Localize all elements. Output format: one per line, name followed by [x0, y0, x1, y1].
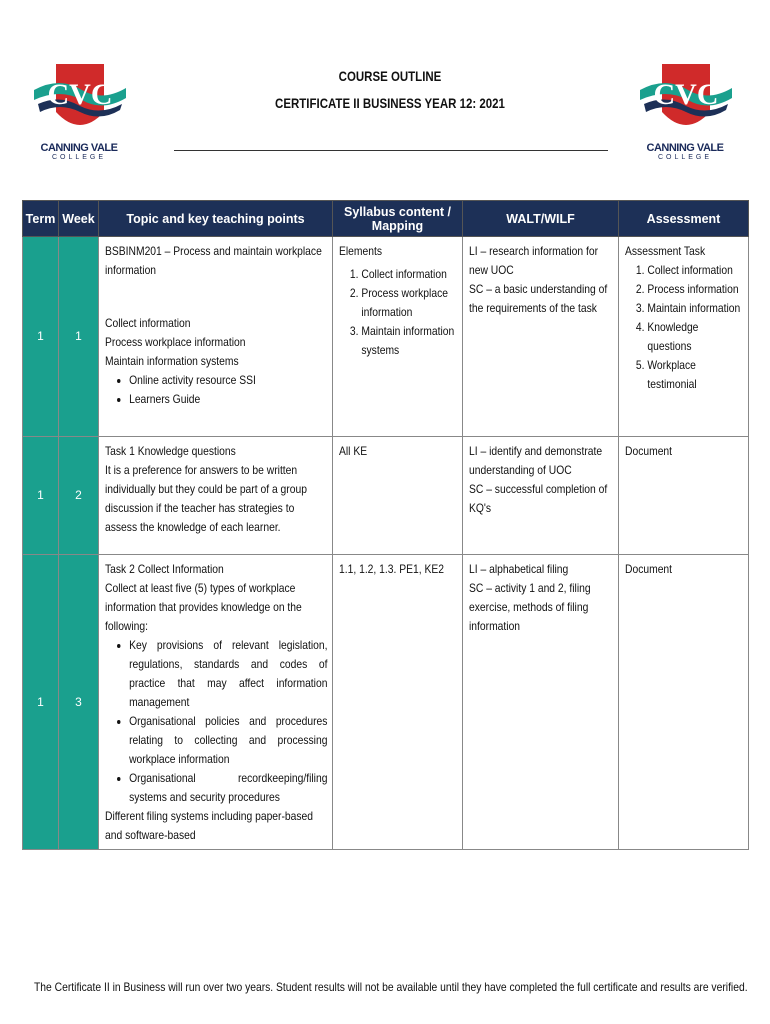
list-item: 1. Collect information — [361, 265, 457, 284]
assessment-cell — [619, 237, 749, 437]
list-item: • Organisational recordkeeping/filing systems and security procedures — [129, 769, 327, 807]
assessment-text: Document — [625, 562, 673, 576]
cvc-shield-icon — [636, 60, 734, 140]
topic-text: It is a preference for answers to be written individually but they could be part of a group discussion if the teacher has strategies to assess the knowledge of each learner. — [105, 463, 307, 534]
walt-sc: SC – successful completion of KQ's — [469, 482, 608, 515]
topic-intro: BSBINM201 – Process and maintain workplace information — [105, 244, 322, 277]
syllabus-cell — [333, 555, 463, 850]
assessment-cell — [619, 555, 749, 850]
topic-text: Collect at least five (5) types of workplace information that provides knowledge on the following: — [105, 581, 302, 633]
syllabus-text: 1.1, 1.2, 1.3. PE1, KE2 — [339, 562, 445, 576]
svg-text:CVC: CVC — [47, 78, 113, 111]
week-cell: 2 — [59, 437, 99, 555]
term-cell: 1 — [23, 237, 59, 437]
page-title: COURSE OUTLINE — [338, 68, 442, 84]
syllabus-list — [339, 265, 458, 360]
list-item: 5. Workplace testimonial — [647, 356, 743, 394]
walt-cell — [463, 555, 619, 850]
table-row — [23, 237, 749, 437]
course-outline-table — [22, 200, 749, 850]
page-subtitle: CERTIFICATE II BUSINESS YEAR 12: 2021 — [275, 95, 505, 111]
topic-title: Task 2 Collect Information — [105, 562, 224, 576]
assessment-cell — [619, 437, 749, 555]
assessment-list — [625, 261, 744, 394]
col-header-week: Week — [59, 201, 99, 237]
college-logo-left — [30, 60, 128, 168]
term-cell: 1 — [23, 555, 59, 850]
topic-cell — [99, 555, 333, 850]
list-item: 1. Collect information — [647, 261, 743, 280]
col-header-walt: WALT/WILF — [463, 201, 619, 237]
list-item: 2. Process workplace information — [361, 284, 457, 322]
footer-note: The Certificate II in Business will run over two years. Student results will not be available until they have completed the full certificate and results are verified. — [34, 980, 748, 994]
topic-bullets — [105, 371, 327, 409]
topic-line: Maintain information systems — [105, 354, 239, 368]
syllabus-cell — [333, 437, 463, 555]
list-item: • Learners Guide — [129, 390, 327, 409]
list-item: 4. Knowledge questions — [647, 318, 743, 356]
syllabus-title: Elements — [339, 244, 383, 258]
list-item: 3. Maintain information systems — [361, 322, 457, 360]
table-row — [23, 437, 749, 555]
term-cell: 1 — [23, 437, 59, 555]
week-cell: 3 — [59, 555, 99, 850]
logo-sub: COLLEGE — [657, 154, 713, 161]
logo-name: CANNING VALE — [646, 142, 724, 154]
list-item: • Organisational policies and procedures relating to collecting and processing workplace information — [129, 712, 327, 769]
walt-li: LI – research information for new UOC — [469, 244, 599, 277]
table-row — [23, 555, 749, 850]
walt-cell — [463, 237, 619, 437]
assessment-text: Document — [625, 444, 673, 458]
list-item: • Online activity resource SSI — [129, 371, 327, 390]
walt-sc: SC – a basic understanding of the requirements of the task — [469, 282, 608, 315]
logo-name: CANNING VALE — [40, 142, 118, 154]
topic-line: Collect information — [105, 316, 191, 330]
svg-text:CVC: CVC — [653, 78, 719, 111]
walt-li: LI – alphabetical filing — [469, 562, 569, 576]
topic-cell — [99, 437, 333, 555]
logo-sub: COLLEGE — [51, 154, 107, 161]
walt-cell — [463, 437, 619, 555]
list-item: 3. Maintain information — [647, 299, 743, 318]
col-header-term: Term — [23, 201, 59, 237]
syllabus-cell — [333, 237, 463, 437]
table-header-row — [23, 201, 749, 237]
walt-sc: SC – activity 1 and 2, filing exercise, methods of filing information — [469, 581, 591, 633]
walt-li: LI – identify and demonstrate understanding of UOC — [469, 444, 603, 477]
list-item: • Key provisions of relevant legislation, regulations, standards and codes of practice that may affect information management — [129, 636, 327, 712]
topic-outro: Different filing systems including paper-based and software-based — [105, 809, 314, 842]
week-cell: 1 — [59, 237, 99, 437]
col-header-assessment: Assessment — [619, 201, 749, 237]
topic-line: Process workplace information — [105, 335, 246, 349]
topic-cell — [99, 237, 333, 437]
col-header-syllabus: Syllabus content / Mapping — [333, 201, 463, 237]
cvc-shield-icon — [30, 60, 128, 140]
college-logo-right — [636, 60, 734, 168]
col-header-topic: Topic and key teaching points — [99, 201, 333, 237]
topic-bullets — [105, 636, 327, 807]
assessment-title: Assessment Task — [625, 244, 706, 258]
syllabus-text: All KE — [339, 444, 368, 458]
title-divider — [174, 150, 608, 151]
list-item: 2. Process information — [647, 280, 743, 299]
topic-title: Task 1 Knowledge questions — [105, 444, 236, 458]
